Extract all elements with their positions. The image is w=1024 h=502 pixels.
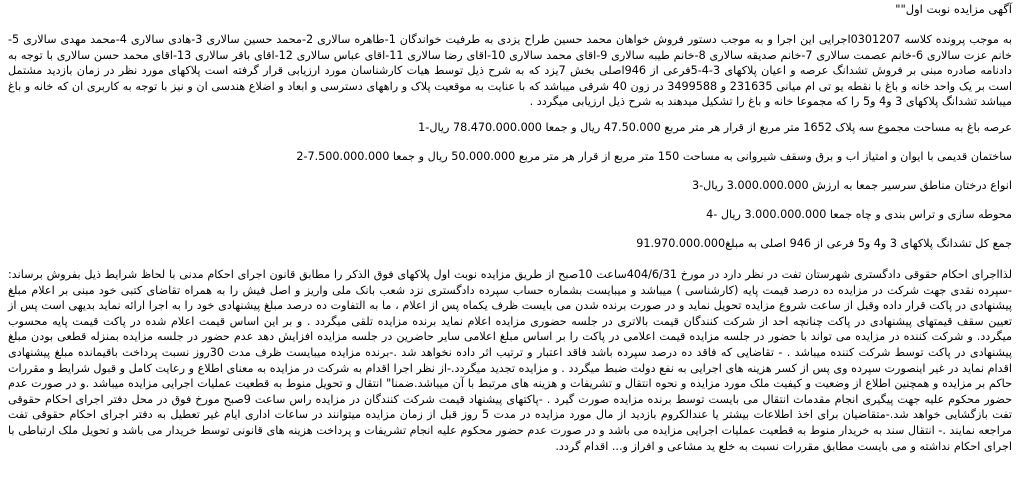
item-landscaping: محوطه سازی و تراس بندی و چاه جمعا 3.000.000.000 ریال -4: [706, 207, 1012, 221]
item-total: جمع کل تشدانگ پلاکهای 3 و4 و5 فرعی از 946 اصلی به مبلغ91.970.000.000: [636, 236, 1012, 250]
item-trees: انواع درختان مناطق سرسیر جمعا به ارزش 3.000.000.000 ریال-3: [692, 178, 1012, 192]
conditions-paragraph: لذااجرای احکام حقوقی دادگستری شهرستان تفت در نظر دارد در مورخ 404/6/31ساعت 10صبح از طریق مزایده نوبت اول پلاکهای فوق الذکر را مطابق قانون اجرای احکام مدنی با لحاظ شرایط ذیل بفروش برساند: -سپرده نقدی جهت شرکت در مزایده ده درصد قیمت پایه (کارشناسی ) میباشد و میبایست بشماره حساب سپرده دادگستری نزد شعب بانک ملی واریز و اصل فیش را به همراه تقاضای کتبی خود مبنی بر اعلام مبلغ پیشنهادی در پاکت قرار داده وقبل از ساعت شروع مزایده تحویل نماید و در صورت برنده شدن می بایست ظرف یکماه پس از اعلام ، ما به التفاوت ده درصد مبلغ پیشنهادی خود را به اجرا ارائه نماید بدیهی است پس از تعیین سقف قیمتهای پیشنهادی در پاکت چنانچه احد از شرکت کنندگان قیمت بالاتری در جلسه حضوری مزایده اعلام نماید برنده مزایده تلقی میگردد . و بر این اساس قیمت اعلام شده در پاکت قیمت پایه محسوب میگردد. و شرکت کننده در مزایده می تواند با حضور در جلسه مزایده قیمت اعلامی در پاکت را بر اساس مبلغ اعلامی سایر حاضرین در جلسه مزایده افزایش دهد عدم حضور در جلسه مزایده بمنزله قطعی بودن مبلغ پیشنهادی در پاکت توسط شرکت کننده میباشد . - تقاضایی که فاقد ده درصد سپرده باشد فاقد اعتبار و ترتیب اثر داده نخواهد شد .-برنده مزایده میبایست ظرف مدت 30روز نسبت پرداخت باقیمانده مبلغ پیشنهادی اقدام نماید در غیر اینصورت سپرده وی پس از کسر هزینه های اجرایی به نفع دولت ضبط میگردد . و مزایده تجدید میگردد.-از نظر اجرا اقدام به شرکت در مزایده به معنای اطلاع و رعایت کامل و قبول شرایط و مقررات حاکم بر مزایده و همچنین اطلاع از وضعیت و کیفیت ملک مورد مزایده و نحوه انتقال و تشریفات و هزینه های مرتبط با آن میباشد.ضمنا" انتقال و تحویل منوط به قطعیت عملیات اجرایی مزایده میباشد .و در صورت عدم حضور محکوم علیه جهت پیگیری انجام مقدمات انتقال می بایست توسط برنده مزایده صورت گیرد . -پاکتهای پیشنهاد قیمت شرکت کنندگان در مزایده راس ساعت 9صبح مورخ فوق در محل دفتر اجرای احکام حقوقی تفت بازگشایی خواهد شد.-متقاضیان برای اخذ اطلاعات بیشتر یا عندالکروم بازدید از مال مورد مزایده در مدت 5 روز قبل از زمان مزایده میتوانند در ساعات اداری ایام غیر تعطیل به دفتر اجرای احکام حقوقی تفت مراجعه نمایند .- انتقال سند به خریدار منوط به قطعیت عملیات اجرایی مزایده می باشد و در صورت عدم حضور محکوم علیه انجام تشریفات و پرداخت هزینه های قانونی توسط خریدار می باشد و تحویل ملک ارتباطی با اجرای احکام نداشته و می بایست مطابق مقررات نسبت به خلع ید مشاعی و افراز و... اقدام گردد.: [8, 267, 1013, 453]
notice-title: آگهی مزایده نوبت اول"": [895, 2, 1012, 16]
item-old-building: ساختمان قدیمی با ایوان و امتیاز اب و برق وسقف شیروانی به مساحت 150 متر مربع از قرار هر متر مربع 50.000.000 ریال و جمعا 7.500.000.000-2: [296, 149, 1012, 163]
intro-paragraph: به موجب پرونده کلاسه 0301207اجرایی این اجرا و به موجب دستور فروش خواهان محمد حسین طراح یزدی به طرفیت خواندگان 1-طاهره سالاری 2-محمد حسین سالاری 3-هادی سالاری 4-محمد مهدی سالاری 5-خانم عزت سالاری 6-خانم عصمت سالاری 7-خانم صدیقه سالاری 8-خانم طیبه سالاری 9-اقای محمد سالاری 10-اقای رضا سالاری 11-اقای عباس سالاری 12-اقای باقر سالاری 13-اقای محمد حسن سالاری با توجه به دادنامه صادره مبنی بر فروش تشدانگ عرصه و اعیان پلاکهای 3-4-5فرعی از 946اصلی بخش 7یزد که به شرح ذیل توسط هیات کارشناسان مورد ارزیابی قرار گرفته است پلاکهای مورد نظر در زمان بازدید مشتمل است بر یک واحد خانه و باغ با نقطه یو تی ام میانی 231635 و 3499588 در زون 40 شرقی میباشد که با عنایت به موقعیت پلاک و راههای دسترسی و ابعاد و اضلاع هندسی ان و نیز با توجه به کاربری ان که خانه و باغ میباشد تشدانگ پلاکهای 3 و4 و5 را که مجموعا خانه و باغ را تشکیل میدهند به شرح ذیل ارزیابی میگردد .: [8, 33, 1013, 109]
item-garden-land: عرصه باغ به مساحت مجموع سه پلاک 1652 متر مربع از قرار هر متر مربع 47.50.000 ریال و جمعا 78.470.000.000 ریال-1: [418, 120, 1012, 134]
